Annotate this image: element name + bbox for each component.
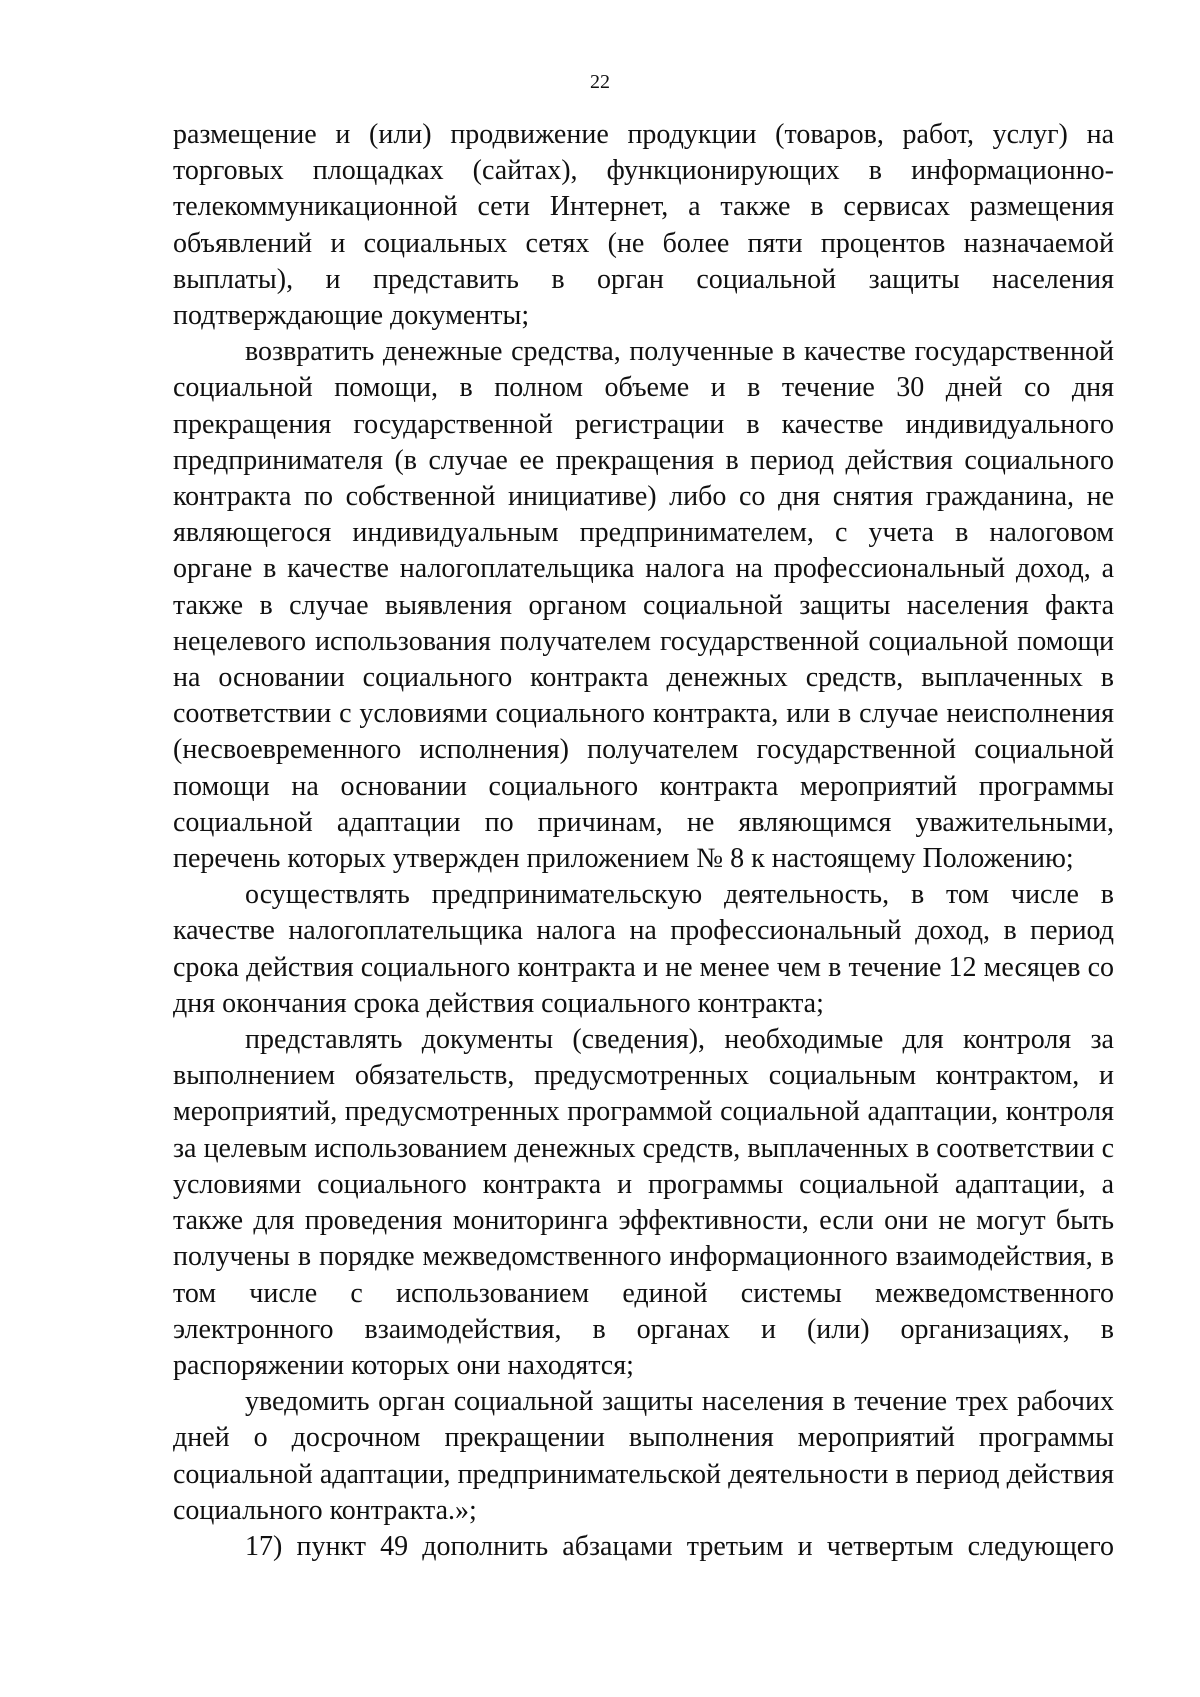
paragraph-2: возвратить денежные средства, полученные в качестве государственной социальной помощи, в полном объеме и в течение 30 дней со дня прекращения государственной регистрации в качестве индивидуального предпринимателя (в случае ее прекращения в период действия социального контракта по собственной инициативе) либо со дня снятия гражданина, не являющегося индивидуальным предпринимателем, с учета в налоговом органе в качестве налогоплательщика налога на профессиональный доход, а также в случае выявления органом социальной защиты населения факта нецелевого использования получателем государственной социальной помощи на основании социального контракта денежных средств, выплаченных в соответствии с условиями социального контракта, или в случае неисполнения (несвоевременного исполнения) получателем государственной социальной помощи на основании социального контракта мероприятий программы социальной адаптации по причинам, не являющимся уважительными, перечень которых утвержден приложением № 8 к настоящему Положению; xyxy=(173,336,1114,875)
document-body xyxy=(173,117,1114,1565)
paragraph-4: представлять документы (сведения), необходимые для контроля за выполнением обязательств, предусмотренных социальным контрактом, и мероприятий, предусмотренных программой социальной адаптации, контроля за целевым использованием денежных средств, выплаченных в соответствии с условиями социального контракта и программы социальной адаптации, а также для проведения мониторинга эффективности, если они не могут быть получены в порядке межведомственного информационного взаимодействия, в том числе с использованием единой системы межведомственного электронного взаимодействия, в органах и (или) организациях, в распоряжении которых они находятся; xyxy=(173,1024,1114,1381)
paragraph-1: размещение и (или) продвижение продукции (товаров, работ, услуг) на торговых площадках (сайтах), функционирующих в информационно-телекоммуникационной сети Интернет, а также в сервисах размещения объявлений и социальных сетях (не более пяти процентов назначаемой выплаты), и представить в орган социальной защиты населения подтверждающие документы; xyxy=(173,119,1114,332)
page-number: 22 xyxy=(590,71,610,93)
paragraph-3: осуществлять предпринимательскую деятельность, в том числе в качестве налогоплательщика налога на профессиональный доход, в период срока действия социального контракта и не менее чем в течение 12 месяцев со дня окончания срока действия социального контракта; xyxy=(173,879,1114,1019)
paragraph-5: уведомить орган социальной защиты населения в течение трех рабочих дней о досрочном прекращении выполнения мероприятий программы социальной адаптации, предпринимательской деятельности в период действия социального контракта.»; xyxy=(173,1386,1114,1526)
paragraph-6: 17) пункт 49 дополнить абзацами третьим и четвертым следующего xyxy=(245,1530,1114,1562)
